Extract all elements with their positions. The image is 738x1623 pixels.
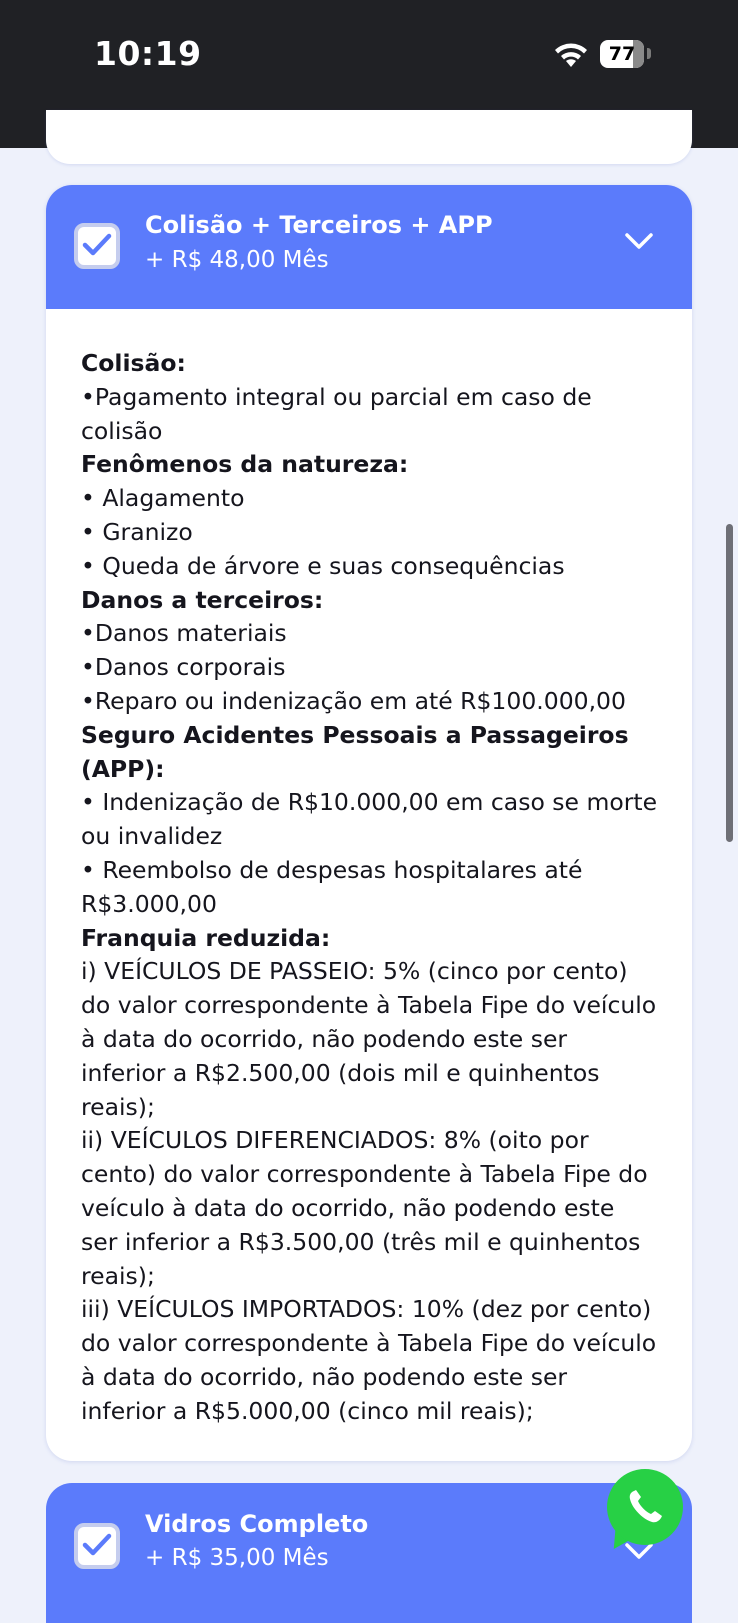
section-heading-franquia: Franquia reduzida: — [81, 923, 331, 952]
coverage-details — [46, 309, 692, 1429]
detail-line: • Queda de árvore e suas consequências — [81, 551, 565, 580]
detail-line: i) VEÍCULOS DE PASSEIO: 5% (cinco por cento) do valor correspondente à Tabela Fipe do veículo à data do ocorrido, não podendo este ser inferior a R$2.500,00 (dois mil e quinhentos reais); — [81, 957, 657, 1121]
detail-line: • Granizo — [81, 517, 193, 546]
glass-coverage-card[interactable] — [46, 1483, 692, 1623]
whatsapp-button[interactable] — [607, 1469, 683, 1545]
section-heading-danos-terceiros: Danos a terceiros: — [81, 585, 324, 614]
check-icon — [81, 231, 113, 259]
detail-line: ii) VEÍCULOS DIFERENCIADOS: 8% (oito por cento) do valor correspondente à Tabela Fipe do veículo à data do ocorrido, não podendo este ser inferior a R$3.500,00 (três mil e quinhentos reais); — [81, 1126, 648, 1290]
whatsapp-icon — [625, 1487, 665, 1527]
page-scrollbar[interactable] — [726, 524, 733, 842]
detail-line: •Reparo ou indenização em até R$100.000,00 — [81, 686, 626, 715]
glass-coverage-title: Vidros Completo — [145, 1510, 369, 1538]
battery-level: 77 — [608, 43, 636, 65]
glass-coverage-checkbox[interactable] — [74, 1523, 120, 1569]
section-heading-app: Seguro Acidentes Pessoais a Passageiros (APP): — [81, 720, 629, 783]
previous-card-bottom — [46, 110, 692, 164]
section-heading-fenomenos: Fenômenos da natureza: — [81, 450, 409, 479]
detail-line: • Alagamento — [81, 484, 245, 513]
status-time: 10:19 — [94, 34, 202, 73]
coverage-title: Colisão + Terceiros + APP — [145, 211, 493, 239]
coverage-card-header[interactable] — [46, 185, 692, 309]
glass-coverage-price: + R$ 35,00 Mês — [145, 1545, 329, 1571]
coverage-checkbox[interactable] — [74, 223, 120, 269]
detail-line: iii) VEÍCULOS IMPORTADOS: 10% (dez por cento) do valor correspondente à Tabela Fipe do veículo à data do ocorrido, não podendo este ser inferior a R$5.000,00 (cinco mil reais); — [81, 1295, 657, 1425]
battery-cap — [647, 48, 651, 59]
coverage-card — [46, 185, 692, 1461]
coverage-price: + R$ 48,00 Mês — [145, 247, 329, 273]
battery-icon — [600, 40, 644, 68]
detail-line: •Danos corporais — [81, 653, 286, 682]
detail-line: •Danos materiais — [81, 619, 287, 648]
detail-line: •Pagamento integral ou parcial em caso de colisão — [81, 382, 592, 445]
section-heading-colisao: Colisão: — [81, 349, 186, 377]
check-icon — [81, 1531, 113, 1559]
detail-line: • Reembolso de despesas hospitalares até R$3.000,00 — [81, 855, 583, 918]
chevron-down-icon[interactable] — [624, 231, 654, 251]
detail-line: • Indenização de R$10.000,00 em caso se morte ou invalidez — [81, 788, 658, 851]
wifi-icon — [552, 40, 590, 70]
